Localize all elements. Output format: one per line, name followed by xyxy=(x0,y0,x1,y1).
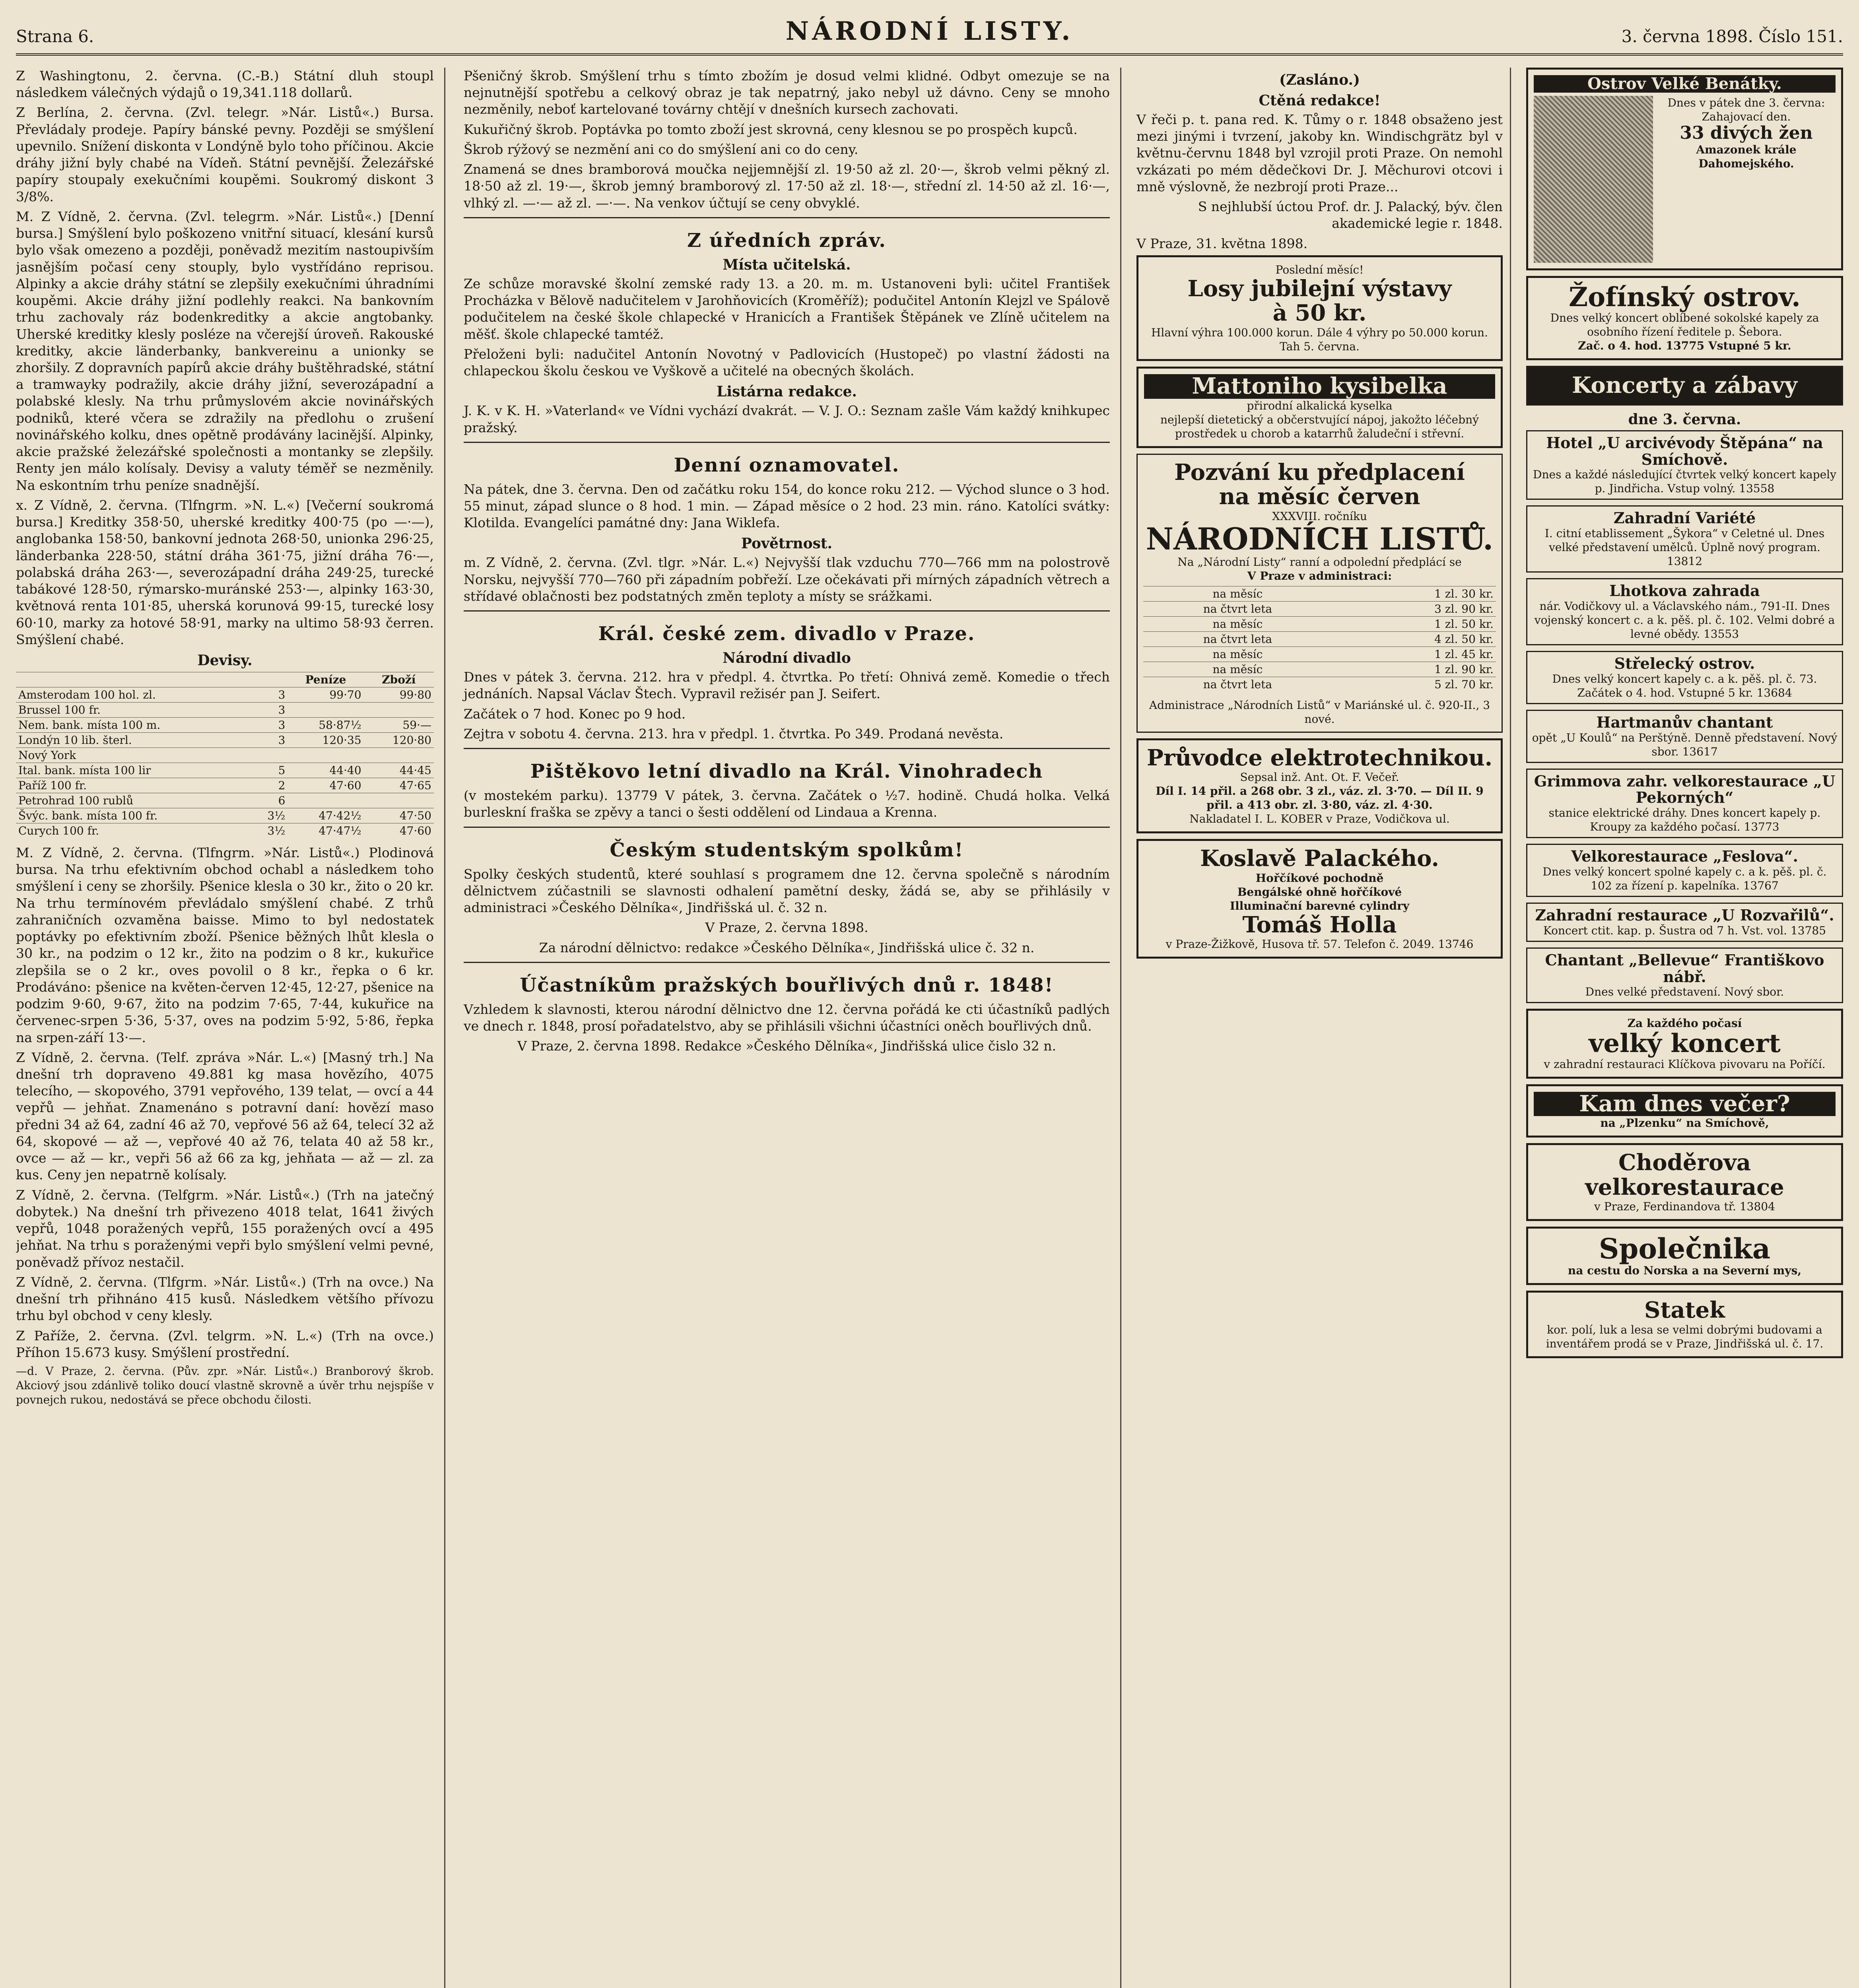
article: Z Washingtonu, 2. června. (C.-B.) Státní dluh stoupl následkem válečných výdajů o 19,341.118 dollarů. xyxy=(16,68,434,101)
notice-date: V Praze, 31. května 1898. xyxy=(1136,235,1308,251)
venue-text: Dnes velké představení. Nový sbor. xyxy=(1585,985,1784,999)
signature: V Praze, 2. června 1898. Redakce »Českého Dělníka«, Jindřišská ulice čislo 32 n. xyxy=(517,1038,1057,1054)
venue-ad xyxy=(1526,505,1843,573)
ad-text: Hlavní výhra 100.000 korun. Dále 4 výhry po 50.000 korun. Tah 5. června. xyxy=(1151,326,1488,353)
venue-title: Zahradní Variété xyxy=(1613,509,1756,527)
ad-shop: Tomáš Holla xyxy=(1242,911,1397,938)
venue-text: Koncert ctit. kap. p. Šustra od 7 h. Vst. vol. 13785 xyxy=(1543,924,1826,937)
table-cell: na čtvrt leta xyxy=(1143,601,1332,616)
ad-text: na „Plzenku“ na Smíchově, xyxy=(1600,1116,1769,1130)
venue-text: stanice elektrické dráhy. Dnes koncert kapely p. Kroupy za každého počasí. 13773 xyxy=(1548,806,1821,834)
theatre-listing: (v mostekém parku). 13779 V pátek, 3. června. Začátek o ½7. hodině. Chudá holka. Velká burleskní fraška se zpěvy a tanci o šesti oddělení od Lindaua a Krenna. xyxy=(464,788,1110,820)
divider xyxy=(464,217,1110,218)
table-cell: Amsterodam 100 hol. zl. xyxy=(16,687,251,702)
table-cell: 3 zl. 90 kr. xyxy=(1332,601,1496,616)
table-cell: 47·42½ xyxy=(287,808,363,823)
table-row xyxy=(1143,616,1496,631)
table-cell: 99·80 xyxy=(364,687,434,702)
ad-velke-benatky xyxy=(1526,68,1843,270)
table-row xyxy=(16,823,434,838)
table-cell: 5 zl. 70 kr. xyxy=(1332,677,1496,692)
masthead: NÁRODNÍ LISTY. xyxy=(785,16,1074,46)
section-heading: Pištěkovo letní divadlo na Král. Vinohradech xyxy=(530,760,1043,783)
table-cell: 120·80 xyxy=(364,732,434,747)
divider xyxy=(464,827,1110,828)
table-cell: na čtvrt leta xyxy=(1143,631,1332,646)
table-cell: Švýc. bank. místa 100 fr. xyxy=(16,808,251,823)
ad-item: Bengálské ohně hořčíkové xyxy=(1237,885,1402,899)
ad-holla xyxy=(1136,839,1503,959)
ad-klicka xyxy=(1526,1009,1843,1078)
ad-date: dne 3. června. xyxy=(1628,411,1741,428)
notice-label: (Zasláno.) xyxy=(1279,72,1360,88)
table-cell xyxy=(287,747,363,763)
table-cell: na měsíc xyxy=(1143,662,1332,677)
ad-text: Dnes v pátek dne 3. června: Zahajovací den. xyxy=(1667,96,1825,123)
section-heading: Českým studentským spolkům! xyxy=(610,839,964,861)
table-row xyxy=(16,717,434,732)
divider xyxy=(464,610,1110,612)
divider xyxy=(464,748,1110,749)
divider xyxy=(464,962,1110,963)
table-cell: 47·65 xyxy=(364,778,434,793)
ad-plzenka xyxy=(1526,1084,1843,1138)
venue-text: nár. Vodičkovy ul. a Václavského nám., 791-II. Dnes vojenský koncert c. a k. pěš. pl. č. 102. Velmi dobré a levné obědy. 13553 xyxy=(1534,600,1835,641)
article: m. Z Vídně, 2. června. (Zvl. tlgr. »Nár. L.«) Nejvyšší tlak vzduchu 770—766 mm na polostrově Norsku, nejvyšší 770—760 při západním pobřeží. Lze očekávati při mírných západních větrech a střídavé oblačnosti bez podstatných změn teploty a místy se srážkami. xyxy=(464,555,1110,604)
ad-volume: XXXVIII. ročníku xyxy=(1272,509,1367,523)
ad-mattoni xyxy=(1136,367,1503,448)
theatre-listing: Zejtra v sobotu 4. června. 213. hra v předpl. 1. čtvrtka. Po 349. Prodaná nevěsta. xyxy=(464,726,1004,742)
ad-title: Choděrova velkorestaurace xyxy=(1585,1149,1784,1200)
article: Pšeničný škrob. Smýšlení trhu s tímto zbožím je dosud velmi klidné. Odbyt omezuje se na nejnutnější spotřebu a celkový obraz je tak nepatrný, jako nebyl už dávno. Ceny se mnoho nezměnily, neboť kartelované továrny chtějí v dnešních kursech zachovati. xyxy=(464,68,1110,117)
table-cell xyxy=(364,702,434,717)
notice-title: Ctěná redakce! xyxy=(1259,92,1381,109)
table-row xyxy=(16,702,434,717)
table-cell: Paříž 100 fr. xyxy=(16,778,251,793)
signature: Za národní dělnictvo: redakce »Českého Dělníka«, Jindřišská ulice č. 32 n. xyxy=(539,940,1035,955)
table-cell: 47·47½ xyxy=(287,823,363,838)
article: —d. V Praze, 2. června. (Pův. zpr. »Nár. Listů«.) Branborový škrob. Akciový jsou zdánlivě toliko doucí vlastně skrovně a úvěr trhu nejspíše v povnejch rukou, nedostává se přece obchodu čilosti. xyxy=(16,1365,434,1406)
divider xyxy=(464,442,1110,443)
article: Vzhledem k slavnosti, kterou národní dělnictvo dne 12. června pořádá ke cti účastníků padlých ve dnech r. 1848, prosí pořadatelstvo, aby se přihlásili všichni účastníci oněch bouřlivých dnů. xyxy=(464,1001,1110,1034)
venue-ad xyxy=(1526,651,1843,704)
venue-title: Velkorestaurace „Feslova“. xyxy=(1571,847,1798,866)
venue-text: opět „U Koulů“ na Perštýně. Denně představení. Nový sbor. 13617 xyxy=(1532,731,1838,758)
table-cell: na měsíc xyxy=(1143,646,1332,662)
article: Z Vídně, 2. června. (Telfgrm. »Nár. Listů«.) (Trh na jatečný dobytek.) Na dnešní trh přivezeno 4018 telat, 1641 živých vepřů, 1048 poražených vepřů, 155 poražených ovcí a 495 jehňat. Na trhu s poraženými vepři bylo smýšlení velmi pevné, poněvadž přívoz nestačil. xyxy=(16,1187,434,1270)
ad-lottery xyxy=(1136,255,1503,361)
issue-date: 3. června 1898. Číslo 151. xyxy=(1621,27,1843,46)
newspaper-page xyxy=(16,12,1843,1988)
article: Na pátek, dne 3. června. Den od začátku roku 154, do konce roku 212. — Východ slunce o 3 hod. 55 minut, západ slunce o 8 hod. 1 min. — Západ měsíce o 2 hod. 23 min. ráno. Katolíci svátky: Klotilda. Evangelíci památné dny: Jana Wiklefa. xyxy=(464,481,1110,531)
table-cell xyxy=(287,793,363,808)
section-heading: Král. české zem. divadlo v Praze. xyxy=(598,623,975,645)
ad-choder xyxy=(1526,1143,1843,1221)
table-cell: Petrohrad 100 rublů xyxy=(16,793,251,808)
article: M. Z Vídně, 2. června. (Tlfngrm. »Nár. Listů«.) Plodinová bursa. Na trhu efektivním obchod ochabl a následkem toho smýšlení i ceny se zhoršily. Pšenice klesla o 30 kr., žito o 20 kr. Na trhu termínovém převládalo smýšlení chabé. Z trhů zahraničních ozvaměna baisse. Mimo to byl nedostatek poptávky po efektivním zboží. Pšenice běžných lhůt klesla o 30 kr., na podzim o 12 kr., žito na podzim o 8 kr., kukuřice zlepšila se o 2 kr., oves povolil o 8 kr., řepka o 6 kr. Prodáváno: pšenice na květen-červen 12·45, 12·27, pšenice na podzim 9·60, 9·67, žito na podzim 7·65, 7·44, kukuřice na červenec-srpen 5·36, 5·37, oves na podzim 5·92, 5·86, řepka na srpen-září 13·—. xyxy=(16,845,434,1045)
article: Z Berlína, 2. června. (Zvl. telegr. »Nár. Listů«.) Bursa. Převládaly prodeje. Papíry bánské pevny. Později se smýšlení upevnilo. Snížení diskonta v Londýně bylo toho příčinou. Akcie dráhy jižní byly chabé na Vídeň. Státní pevnější. Železářské papíry stoupaly exekučními koupěmi. Soukromý diskont 3 3/8%. xyxy=(16,105,434,204)
ad-title: Koslavě Palackého. xyxy=(1200,845,1439,872)
table-cell: 3½ xyxy=(251,823,287,838)
table-cell: Londýn 10 lib. šterl. xyxy=(16,732,251,747)
table-cell: 3 xyxy=(251,687,287,702)
column-news xyxy=(453,68,1121,1988)
venue-ad xyxy=(1526,578,1843,645)
table-cell: na čtvrt leta xyxy=(1143,677,1332,692)
ad-text: Díl I. 14 přil. a 268 obr. 3 zl., váz. zl. 3·70. — Díl II. 9 přil. a 413 obr. zl. 3·80, váz. zl. 4·30. xyxy=(1156,784,1484,812)
table-cell: 1 zl. 50 kr. xyxy=(1332,616,1496,631)
ad-publisher: Nakladatel I. L. KOBER v Praze, Vodičkova ul. xyxy=(1189,812,1450,826)
table-cell: Brussel 100 fr. xyxy=(16,702,251,717)
table-cell: 44·40 xyxy=(287,763,363,778)
ad-footer: Zač. o 4. hod. 13775 Vstupné 5 kr. xyxy=(1578,339,1791,353)
table-cell: 3 xyxy=(251,702,287,717)
amazon-illustration xyxy=(1534,96,1653,263)
table-cell: 47·60 xyxy=(364,823,434,838)
venue-list xyxy=(1526,430,1843,1004)
table-cell: 58·87½ xyxy=(287,717,363,732)
ad-concerts-banner xyxy=(1526,366,1843,406)
ad-title: Losy jubilejní výstavy xyxy=(1187,275,1452,302)
ad-author: Sepsal inž. Ant. Ot. F. Večeř. xyxy=(1240,771,1399,784)
article: Škrob rýžový se nezmění ani co do smýšlení ani co do ceny. xyxy=(464,141,859,157)
article: Z Paříže, 2. června. (Zvl. telgrm. »N. L.«) (Trh na ovce.) Příhon 15.673 kusy. Smýšlení prostřední. xyxy=(16,1328,434,1360)
ad-headline: 33 divých žen xyxy=(1680,123,1813,143)
ad-statek-small xyxy=(1526,1291,1843,1358)
ad-title: na měsíc červen xyxy=(1219,483,1420,510)
venue-title: Hotel „U arcivévody Štěpána“ na Smíchově. xyxy=(1546,433,1823,468)
table-row xyxy=(1143,646,1496,662)
ad-title: Koncerty a zábavy xyxy=(1572,372,1798,399)
section-heading: Účastníkům pražských bouřlivých dnů r. 1848! xyxy=(520,974,1054,996)
table-header xyxy=(251,672,287,687)
ad-text: kor. polí, luk a lesa se velmi dobrými budovami a inventářem prodá se v Praze, Jindřišská ul. č. 17. xyxy=(1546,1323,1824,1350)
table-row xyxy=(16,687,434,702)
table-cell: 1 zl. 30 kr. xyxy=(1332,586,1496,601)
table-cell: 44·45 xyxy=(364,763,434,778)
table-cell: 1 zl. 90 kr. xyxy=(1332,662,1496,677)
table-cell: 47·60 xyxy=(287,778,363,793)
ad-subtitle: Amazonek krále Dahomejského. xyxy=(1696,143,1797,171)
ad-address: v Praze-Žižkově, Husova tř. 57. Telefon č. 2049. 13746 xyxy=(1166,938,1474,951)
exchange-table xyxy=(16,672,434,838)
venue-ad xyxy=(1526,903,1843,942)
venue-title: Grimmova zahr. velkorestaurace „U Pekorných“ xyxy=(1534,772,1836,807)
ad-subscription xyxy=(1136,454,1503,733)
venue-ad xyxy=(1526,844,1843,897)
sub-heading: Povětrnost. xyxy=(741,535,833,552)
article: M. Z Vídně, 2. června. (Zvl. telegrm. »Nár. Listů«.) [Denní bursa.] Smýšlení bylo poškozeno vnitřní situací, klesání kursů bylo však omezeno a později, poněvadž mezitím nastoupivším jasnějším počasí ceny stouply, bylo vystřídáno reprisou. Alpinky a akcie dráhy státní se zlepšily exekučními úhradními koupěmi. Akcie dráhy jižní podlehly reakci. Na bankovním trhu zachovaly ráz bodenkreditky a akcie angtobanky. Uherské kreditky klesly posléze na včerejší úroveň. Rakouské kreditky, akcie länderbanky, bankvereinu a unionky se zhoršily. Z dopravních papírů akcie dráhy buštěhradské, státní a tramwayky podražily, akcie dráhy jižní, severozápadní a polabské klesly. Na trhu průmyslovém akcie novinářských podniků, které včera se zdražily na předlohu o zrušení novinářského kolku, dnes opětně prodávány lacinější. Alpinky, akcie pražské železářské společnosti a montanky se zlepšily. Renty jen málo kolísaly. Devisy a valuty téměř se nezměnily. Na eskontním trhu peníze snadnější. xyxy=(16,208,434,493)
section-heading: Devisy. xyxy=(197,652,253,669)
table-cell: 47·50 xyxy=(364,808,434,823)
article: Ze schůze moravské školní zemské rady 13. a 20. m. m. Ustanoveni byli: učitel František Procházka v Bělově nadučitelem v Jarohňovicích (Kroměříž); podučitel Antonín Klejzl ve Spálově podučitelem na české škole chlapecké v Hranicích a František Štěpánek ve Zlíně učitelem na měšť. škole chlapecké tamtéž. xyxy=(464,276,1110,342)
venue-ad xyxy=(1526,769,1843,839)
table-row xyxy=(16,778,434,793)
ad-kicker: Poslední měsíc! xyxy=(1275,263,1364,276)
table-cell: Curych 100 fr. xyxy=(16,823,251,838)
ad-title: Pozvání ku předplacení xyxy=(1174,459,1465,485)
table-row xyxy=(1143,677,1496,692)
ad-subhead: V Praze v administraci: xyxy=(1247,569,1392,582)
ad-admin: Administrace „Národních Listů“ v Mariánské ul. č. 920-II., 3 nové. xyxy=(1149,698,1490,726)
venue-title: Střelecký ostrov. xyxy=(1614,654,1755,673)
article: Spolky českých studentů, které souhlasí s programem dne 12. června společně s národním dělnictvem zúčastnili se slavnosti odhalení pamětní desky, žádá se, aby se přihlásily v administraci »Českého Dělníka«, Jindřišská ul. č. 32 n. xyxy=(464,866,1110,916)
table-row xyxy=(1143,662,1496,677)
page-number: Strana 6. xyxy=(16,27,94,46)
table-row xyxy=(1143,586,1496,601)
table-cell: 6 xyxy=(251,793,287,808)
ad-text: na cestu do Norska a na Severní mys, xyxy=(1568,1264,1802,1277)
table-cell: 120·35 xyxy=(287,732,363,747)
sub-heading: Listárna redakce. xyxy=(717,383,857,400)
article: Z Vídně, 2. června. (Tlfgrm. »Nár. Listů«.) (Trh na ovce.) Na dnešní trh přihnáno 415 kusů. Následkem většího přívozu trhu byl obchod v ceny klesly. xyxy=(16,1274,434,1324)
table-header: Peníze xyxy=(287,672,363,687)
sub-heading: Národní divadlo xyxy=(723,650,851,667)
column-ads-1 xyxy=(1129,68,1511,1988)
table-row xyxy=(16,732,434,747)
table-cell: 4 zl. 50 kr. xyxy=(1332,631,1496,646)
theatre-listing: Začátek o 7 hod. Konec po 9 hod. xyxy=(464,706,686,722)
ad-title: Kam dnes večer? xyxy=(1534,1092,1836,1116)
venue-ad xyxy=(1526,947,1843,1004)
table-cell: 5 xyxy=(251,763,287,778)
table-cell: na měsíc xyxy=(1143,616,1332,631)
venue-text: Dnes a každé následující čtvrtek velký koncert kapely p. Jindřicha. Vstup volný. 13558 xyxy=(1533,468,1836,495)
ad-spolecnika xyxy=(1526,1227,1843,1285)
table-cell xyxy=(287,702,363,717)
ad-title: velký koncert xyxy=(1589,1029,1781,1059)
article: J. K. v K. H. »Vaterland« ve Vídni vychází dvakrát. — V. J. O.: Seznam zašle Vám každý knihkupec pražský. xyxy=(464,403,1110,435)
column-finance xyxy=(16,68,445,1988)
venue-text: Dnes velký koncert kapely c. a k. pěš. pl. č. 73. Začátek o 4. hod. Vstupné 5 kr. 13684 xyxy=(1552,672,1817,699)
theatre-listing: Dnes v pátek 3. června. 212. hra v předpl. 4. čtvrtka. Po třetí: Ohnivá země. Komedie o třech jednáních. Napsal Václav Štech. Vypravil režisér pan J. Seifert. xyxy=(464,669,1110,702)
article: Znamená se dnes bramborová moučka nejjemnější zl. 19·50 až zl. 20·—, škrob velmi pěkný zl. 18·50 až zl. 19·—, škrob jemný bramborový zl. 17·50 až zl. 18·—, střední zl. 14·50 až zl. 16·—, vlhký zl. —·— až zl. —·—. Na venkov účtují se ceny obvyklé. xyxy=(464,161,1110,211)
ad-item: Illuminační barevné cylindry xyxy=(1230,899,1410,912)
page-header xyxy=(16,12,1843,56)
ad-title: Ostrov Velké Benátky. xyxy=(1534,75,1836,93)
section-heading: Denní oznamovatel. xyxy=(674,454,900,476)
sub-heading: Místa učitelská. xyxy=(723,256,851,273)
price-table xyxy=(1143,586,1496,692)
ad-title: Průvodce elektrotechnikou. xyxy=(1146,744,1493,771)
table-header xyxy=(16,672,251,687)
table-cell: 3½ xyxy=(251,808,287,823)
ad-title: Společnika xyxy=(1599,1232,1771,1266)
table-cell xyxy=(364,793,434,808)
article: Přeloženi byli: nadučitel Antonín Novotný v Padlovicích (Hustopeč) po vlastní žádosti na chlapeckou školu českou ve Vyškově a učitelé na obecných školách. xyxy=(464,346,1110,379)
ad-subtitle: přirodní alkalická kyselka xyxy=(1247,399,1393,412)
ad-text: nejlepší dietetický a občerstvující nápoj, jakožto léčebný prostředek u chorob a katarrhů žaludeční i střevní. xyxy=(1160,413,1479,440)
ad-text: v zahradní restauraci Klíčkova pivovaru na Poříčí. xyxy=(1544,1057,1826,1071)
table-cell xyxy=(364,747,434,763)
ad-electro xyxy=(1136,738,1503,834)
notice-signature: S nejhlubší úctou Prof. dr. J. Palacký, býv. člen akademické legie r. 1848. xyxy=(1198,199,1503,231)
table-header: Zboží xyxy=(364,672,434,687)
ad-title-big: NÁRODNÍCH LISTŮ. xyxy=(1146,521,1494,557)
table-cell: Nový York xyxy=(16,747,251,763)
venue-ad xyxy=(1526,430,1843,500)
table-cell xyxy=(251,747,287,763)
ad-zofin xyxy=(1526,276,1843,360)
venue-text: Dnes velký koncert spolné kapely c. a k. pěš. pl. č. 102 za řízení p. kapelníka. 13767 xyxy=(1542,865,1827,893)
table-cell: 3 xyxy=(251,717,287,732)
article: Z Vídně, 2. června. (Telf. zpráva »Nár. L.«) [Masný trh.] Na dnešní trh dopraveno 49.881 kg masa hovězího, 4075 telecího, — skopového, 3791 vepřového, 139 telat, — ovcí a 44 vepřů — jehňat. Znamenáno s potravní daní: hovězí maso předni 34 až 64, zadní 46 až 70, vepřové 56 až 64, telecí 32 až 64, skopové — až —, vepřové 40 až 76, telata 40 až 58 kr., ovce — až — kr., vepři 56 až 66 za kg, jehňata — až — zl. za kus. Ceny jen nepatrně kolísaly. xyxy=(16,1049,434,1183)
ad-title: Mattoniho kysibelka xyxy=(1144,374,1495,399)
ad-item: Hořčíkové pochodně xyxy=(1255,871,1384,885)
article: Kukuřičný škrob. Poptávka po tomto zboží jest skrovná, ceny klesnou se po prospěch kupců. xyxy=(464,121,1078,137)
signature: V Praze, 2. června 1898. xyxy=(705,920,868,936)
section-heading: Z úředních zpráv. xyxy=(687,229,886,252)
table-cell: Ital. bank. místa 100 lir xyxy=(16,763,251,778)
table-cell: Nem. bank. místa 100 m. xyxy=(16,717,251,732)
table-row xyxy=(16,808,434,823)
ad-text: Dnes velký koncert oblíbené sokolské kapely za osobního řízení ředitele p. Šebora. xyxy=(1550,311,1819,339)
table-cell: na měsíc xyxy=(1143,586,1332,601)
venue-ad xyxy=(1526,710,1843,763)
venue-title: Hartmanův chantant xyxy=(1596,713,1773,731)
venue-title: Chantant „Bellevue“ Františkovo nábř. xyxy=(1545,951,1824,986)
table-row xyxy=(16,747,434,763)
article: x. Z Vídně, 2. června. (Tlfngrm. »N. L.«) [Večerní soukromá bursa.] Kreditky 358·50, uherské kreditky 400·75 (po —·—), anglobanka 158·50, bankovní jednota 268·50, unionka 296·25, länderbanka 228·50, státní dráha 361·75, jižní dráha 76·—, polabská dráha 263·—, severozápadní dráha 249·25, turecké tabákové 128·50, rýmarsko-muránské 253·—, alpinky 163·30, květnová renta 101·85, uherská korunová 99·15, turecké losy 60·10, marky za hotové 58·91, marky na ultimo 58·93 čerren. Smýšlení chabé. xyxy=(16,497,434,647)
ad-text: v Praze, Ferdinandova tř. 13804 xyxy=(1594,1200,1775,1213)
notice-text: V řeči p. t. pana red. K. Tůmy o r. 1848 obsaženo jest mezi jinými i tvrzení, jakoby kn. Windischgrätz byl v květnu-červnu 1848 byl vzrojil proti Praze. On nemohl vzkázati po mém dědečkovi Dr. J. Měchurovi otcovi i mně výslovně, že nezbrojí proti Praze... xyxy=(1136,112,1503,194)
venue-text: I. citní etablissement „Šykora“ v Celetné ul. Dnes velké představení umělců. Úplně nový program. 13812 xyxy=(1544,527,1825,568)
ad-text: Na „Národní Listy“ ranní a odpolední předplácí se xyxy=(1177,555,1462,569)
table-cell: 59·— xyxy=(364,717,434,732)
table-row xyxy=(16,763,434,778)
table-row xyxy=(16,793,434,808)
venue-title: Zahradní restaurace „U Rozvařilů“. xyxy=(1535,906,1834,924)
table-cell: 3 xyxy=(251,732,287,747)
table-row xyxy=(1143,631,1496,646)
ad-title: Statek xyxy=(1644,1297,1725,1323)
ad-price: à 50 kr. xyxy=(1272,300,1367,326)
ad-title: Žofínský ostrov. xyxy=(1568,282,1801,313)
venue-title: Lhotkova zahrada xyxy=(1609,582,1760,600)
table-cell: 2 xyxy=(251,778,287,793)
column-ads-3 xyxy=(1519,68,1843,1988)
ad-kicker: Za každého počasí xyxy=(1627,1017,1742,1030)
table-row xyxy=(1143,601,1496,616)
table-cell: 1 zl. 45 kr. xyxy=(1332,646,1496,662)
table-cell: 99·70 xyxy=(287,687,363,702)
